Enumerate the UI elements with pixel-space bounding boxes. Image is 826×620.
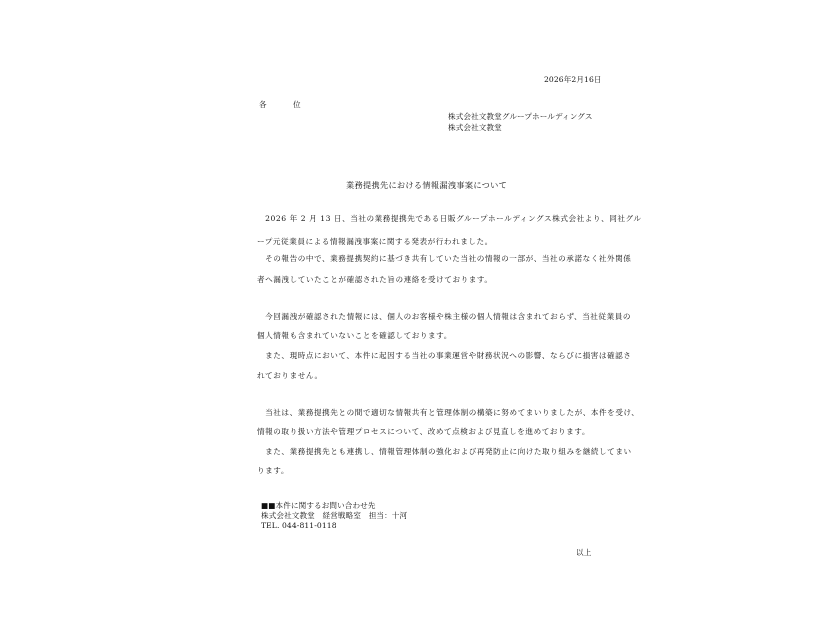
paragraph-line: また、業務提携先とも連携し、情報管理体制の強化および再発防止に向けた取り組みを継続してまい <box>257 447 632 456</box>
addressee-part-1: 各 <box>259 100 267 109</box>
issuer-holdings: 株式会社文教堂グループホールディングス <box>448 112 593 121</box>
paragraph-line: 情報の取り扱い方法や管理プロセスについて、改めて点検および見直しを進めております。 <box>257 427 590 436</box>
paragraph-line: その報告の中で、業務提携契約に基づき共有していた当社の情報の一部が、当社の承諾なく社外関係 <box>257 254 632 263</box>
paragraph-line: 者へ漏洩していたことが確認された旨の連絡を受けております。 <box>257 275 493 284</box>
paragraph-line: ープ元従業員による情報漏洩事案に関する発表が行われました。 <box>257 237 493 246</box>
paragraph-line: れておりません。 <box>257 371 323 380</box>
addressee-part-2: 位 <box>293 100 301 109</box>
document-date: 2026年2月16日 <box>544 75 602 84</box>
paragraph-line: 今回漏洩が確認された情報には、個人のお客様や株主様の個人情報は含まれておらず、当社従業員の <box>257 312 631 321</box>
document-title: 業務提携先における情報漏洩事案について <box>346 180 508 190</box>
paragraph-line: ります。 <box>257 466 289 475</box>
contact-phone: TEL. 044-811-0118 <box>261 521 337 530</box>
paragraph-line: 個人情報も含まれていないことを確認しております。 <box>257 331 452 340</box>
paragraph-line: また、現時点において、本件に起因する当社の事業運営や財務状況への影響、ならびに損害は確認さ <box>257 351 632 360</box>
paragraph-line: 当社は、業務提携先との間で適切な情報共有と管理体制の構築に努めてまいりましたが、本件を受け、 <box>257 408 640 417</box>
issuer-company: 株式会社文教堂 <box>448 123 502 132</box>
contact-heading: ■■本件に関するお問い合わせ先 <box>261 501 376 510</box>
closing-mark: 以上 <box>576 548 592 557</box>
contact-department: 株式会社文教堂 経営戦略室 担当：十河 <box>261 511 408 520</box>
paragraph-line: 2026 年 2 月 13 日、当社の業務提携先である日販グループホールディングス株式会社より、同社グル <box>257 214 642 223</box>
